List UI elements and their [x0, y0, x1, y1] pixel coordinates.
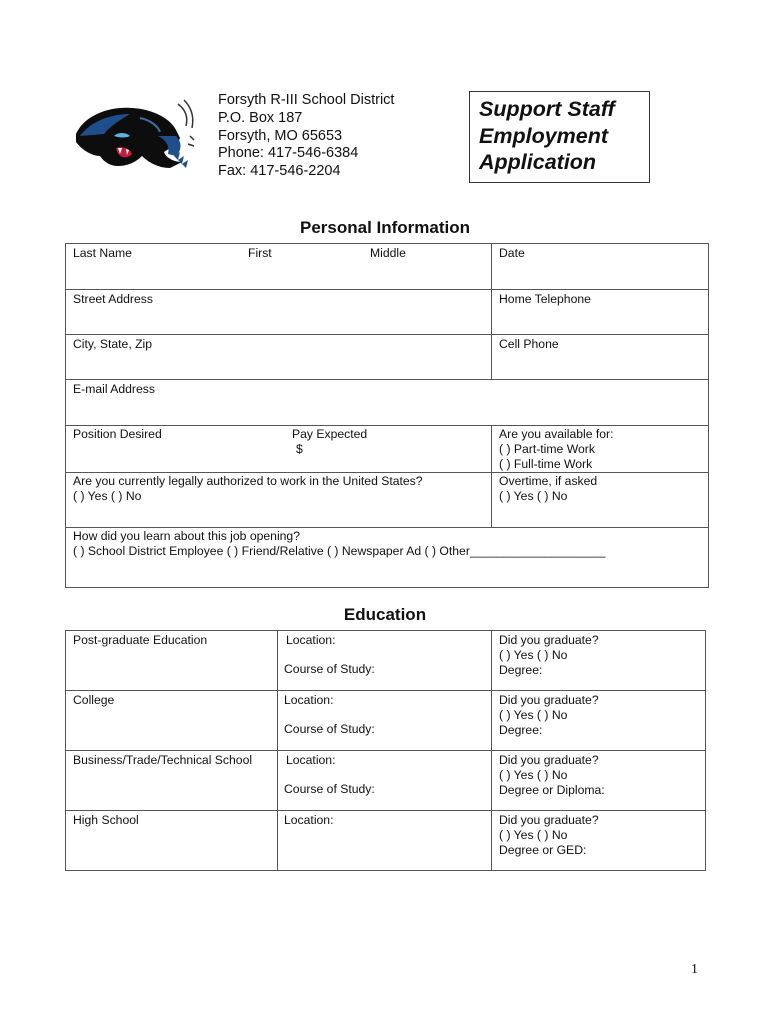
graduate-options[interactable]: ( ) Yes ( ) No: [499, 648, 568, 662]
panther-logo: [70, 96, 200, 176]
email-label: E-mail Address: [73, 382, 155, 396]
education-row: [66, 631, 706, 691]
city-state-zip-label: City, State, Zip: [73, 337, 153, 351]
form-title-line-3: Application: [479, 150, 597, 174]
location-label: Location:: [286, 633, 336, 647]
authorized-question: Are you currently legally authorized to work in the United States?: [73, 474, 423, 488]
graduation-cell[interactable]: [492, 691, 706, 751]
district-city: Forsyth, MO 65653: [218, 127, 343, 144]
district-fax: Fax: 417-546-2204: [218, 163, 341, 180]
authorized-cell[interactable]: [66, 473, 492, 528]
location-label: Location:: [284, 813, 334, 827]
education-heading: Education: [343, 605, 427, 624]
district-po-box: P.O. Box 187: [218, 109, 303, 126]
graduation-cell[interactable]: [492, 751, 706, 811]
part-time-option[interactable]: ( ) Part-time Work: [499, 442, 595, 456]
graduate-question: Did you graduate?: [499, 633, 599, 647]
name-cell[interactable]: [66, 244, 492, 290]
email-cell[interactable]: [66, 380, 709, 426]
street-address-label: Street Address: [73, 292, 153, 306]
authorized-options[interactable]: ( ) Yes ( ) No: [73, 489, 142, 503]
course-of-study-label: Course of Study:: [284, 662, 375, 676]
education-row: [66, 811, 706, 871]
district-name: Forsyth R-III School District: [218, 92, 395, 108]
education-level-label: High School: [73, 813, 139, 827]
first-name-label: First: [248, 246, 272, 260]
overtime-cell[interactable]: [492, 473, 709, 528]
degree-label: Degree:: [499, 723, 543, 737]
education-level-cell[interactable]: [66, 691, 278, 751]
education-level-cell[interactable]: [66, 811, 278, 871]
page-number: 1: [691, 962, 698, 977]
graduate-question: Did you graduate?: [499, 753, 599, 767]
graduate-options[interactable]: ( ) Yes ( ) No: [499, 768, 568, 782]
street-address-cell[interactable]: [66, 290, 492, 335]
education-level-label: Post-graduate Education: [73, 633, 208, 647]
overtime-options[interactable]: ( ) Yes ( ) No: [499, 489, 568, 503]
degree-label: Degree or Diploma:: [499, 783, 605, 797]
education-row: [66, 691, 706, 751]
education-level-label: Business/Trade/Technical School: [73, 753, 253, 767]
pay-dollar-sign: $: [296, 442, 303, 456]
cell-phone-cell[interactable]: [492, 335, 709, 380]
education-table: [65, 630, 706, 871]
position-desired-label: Position Desired: [73, 427, 162, 441]
personal-info-table: [65, 243, 709, 588]
graduate-options[interactable]: ( ) Yes ( ) No: [499, 708, 568, 722]
city-state-zip-cell[interactable]: [66, 335, 492, 380]
job-source-options[interactable]: ( ) School District Employee ( ) Friend/Relative ( ) Newspaper Ad ( ) Other____________________: [73, 544, 606, 558]
available-label: Are you available for:: [499, 427, 614, 441]
education-location-cell[interactable]: [278, 751, 492, 811]
education-level-cell[interactable]: [66, 631, 278, 691]
date-cell[interactable]: [492, 244, 709, 290]
job-source-question: How did you learn about this job opening?: [73, 529, 300, 543]
availability-cell[interactable]: [492, 426, 709, 473]
education-row: [66, 751, 706, 811]
date-label: Date: [499, 246, 525, 260]
overtime-question: Overtime, if asked: [499, 474, 598, 488]
district-address: [218, 92, 394, 181]
middle-name-label: Middle: [370, 246, 406, 260]
education-level-label: College: [73, 693, 115, 707]
graduate-question: Did you graduate?: [499, 813, 599, 827]
form-title-line-2: Employment: [479, 123, 609, 148]
form-title-line-1: Support Staff: [479, 97, 615, 121]
course-of-study-label: Course of Study:: [284, 782, 375, 796]
graduation-cell[interactable]: [492, 811, 706, 871]
district-phone: Phone: 417-546-6384: [218, 145, 359, 162]
last-name-label: Last Name: [73, 246, 132, 260]
pay-expected-label: Pay Expected: [292, 427, 368, 441]
education-location-cell[interactable]: [278, 811, 492, 871]
graduate-question: Did you graduate?: [499, 693, 599, 707]
home-telephone-label: Home Telephone: [499, 292, 591, 306]
location-label: Location:: [284, 693, 334, 707]
graduate-options[interactable]: ( ) Yes ( ) No: [499, 828, 568, 842]
course-of-study-label: Course of Study:: [284, 722, 375, 736]
location-label: Location:: [286, 753, 336, 767]
education-location-cell[interactable]: [278, 631, 492, 691]
education-level-cell[interactable]: [66, 751, 278, 811]
full-time-option[interactable]: ( ) Full-time Work: [499, 457, 593, 471]
education-location-cell[interactable]: [278, 691, 492, 751]
job-source-cell[interactable]: [66, 528, 709, 588]
position-pay-cell[interactable]: [66, 426, 492, 473]
home-telephone-cell[interactable]: [492, 290, 709, 335]
degree-label: Degree or GED:: [499, 843, 587, 857]
form-title-box: [469, 91, 650, 183]
degree-label: Degree:: [499, 663, 543, 677]
personal-info-heading: Personal Information: [299, 218, 471, 237]
cell-phone-label: Cell Phone: [499, 337, 559, 351]
graduation-cell[interactable]: [492, 631, 706, 691]
